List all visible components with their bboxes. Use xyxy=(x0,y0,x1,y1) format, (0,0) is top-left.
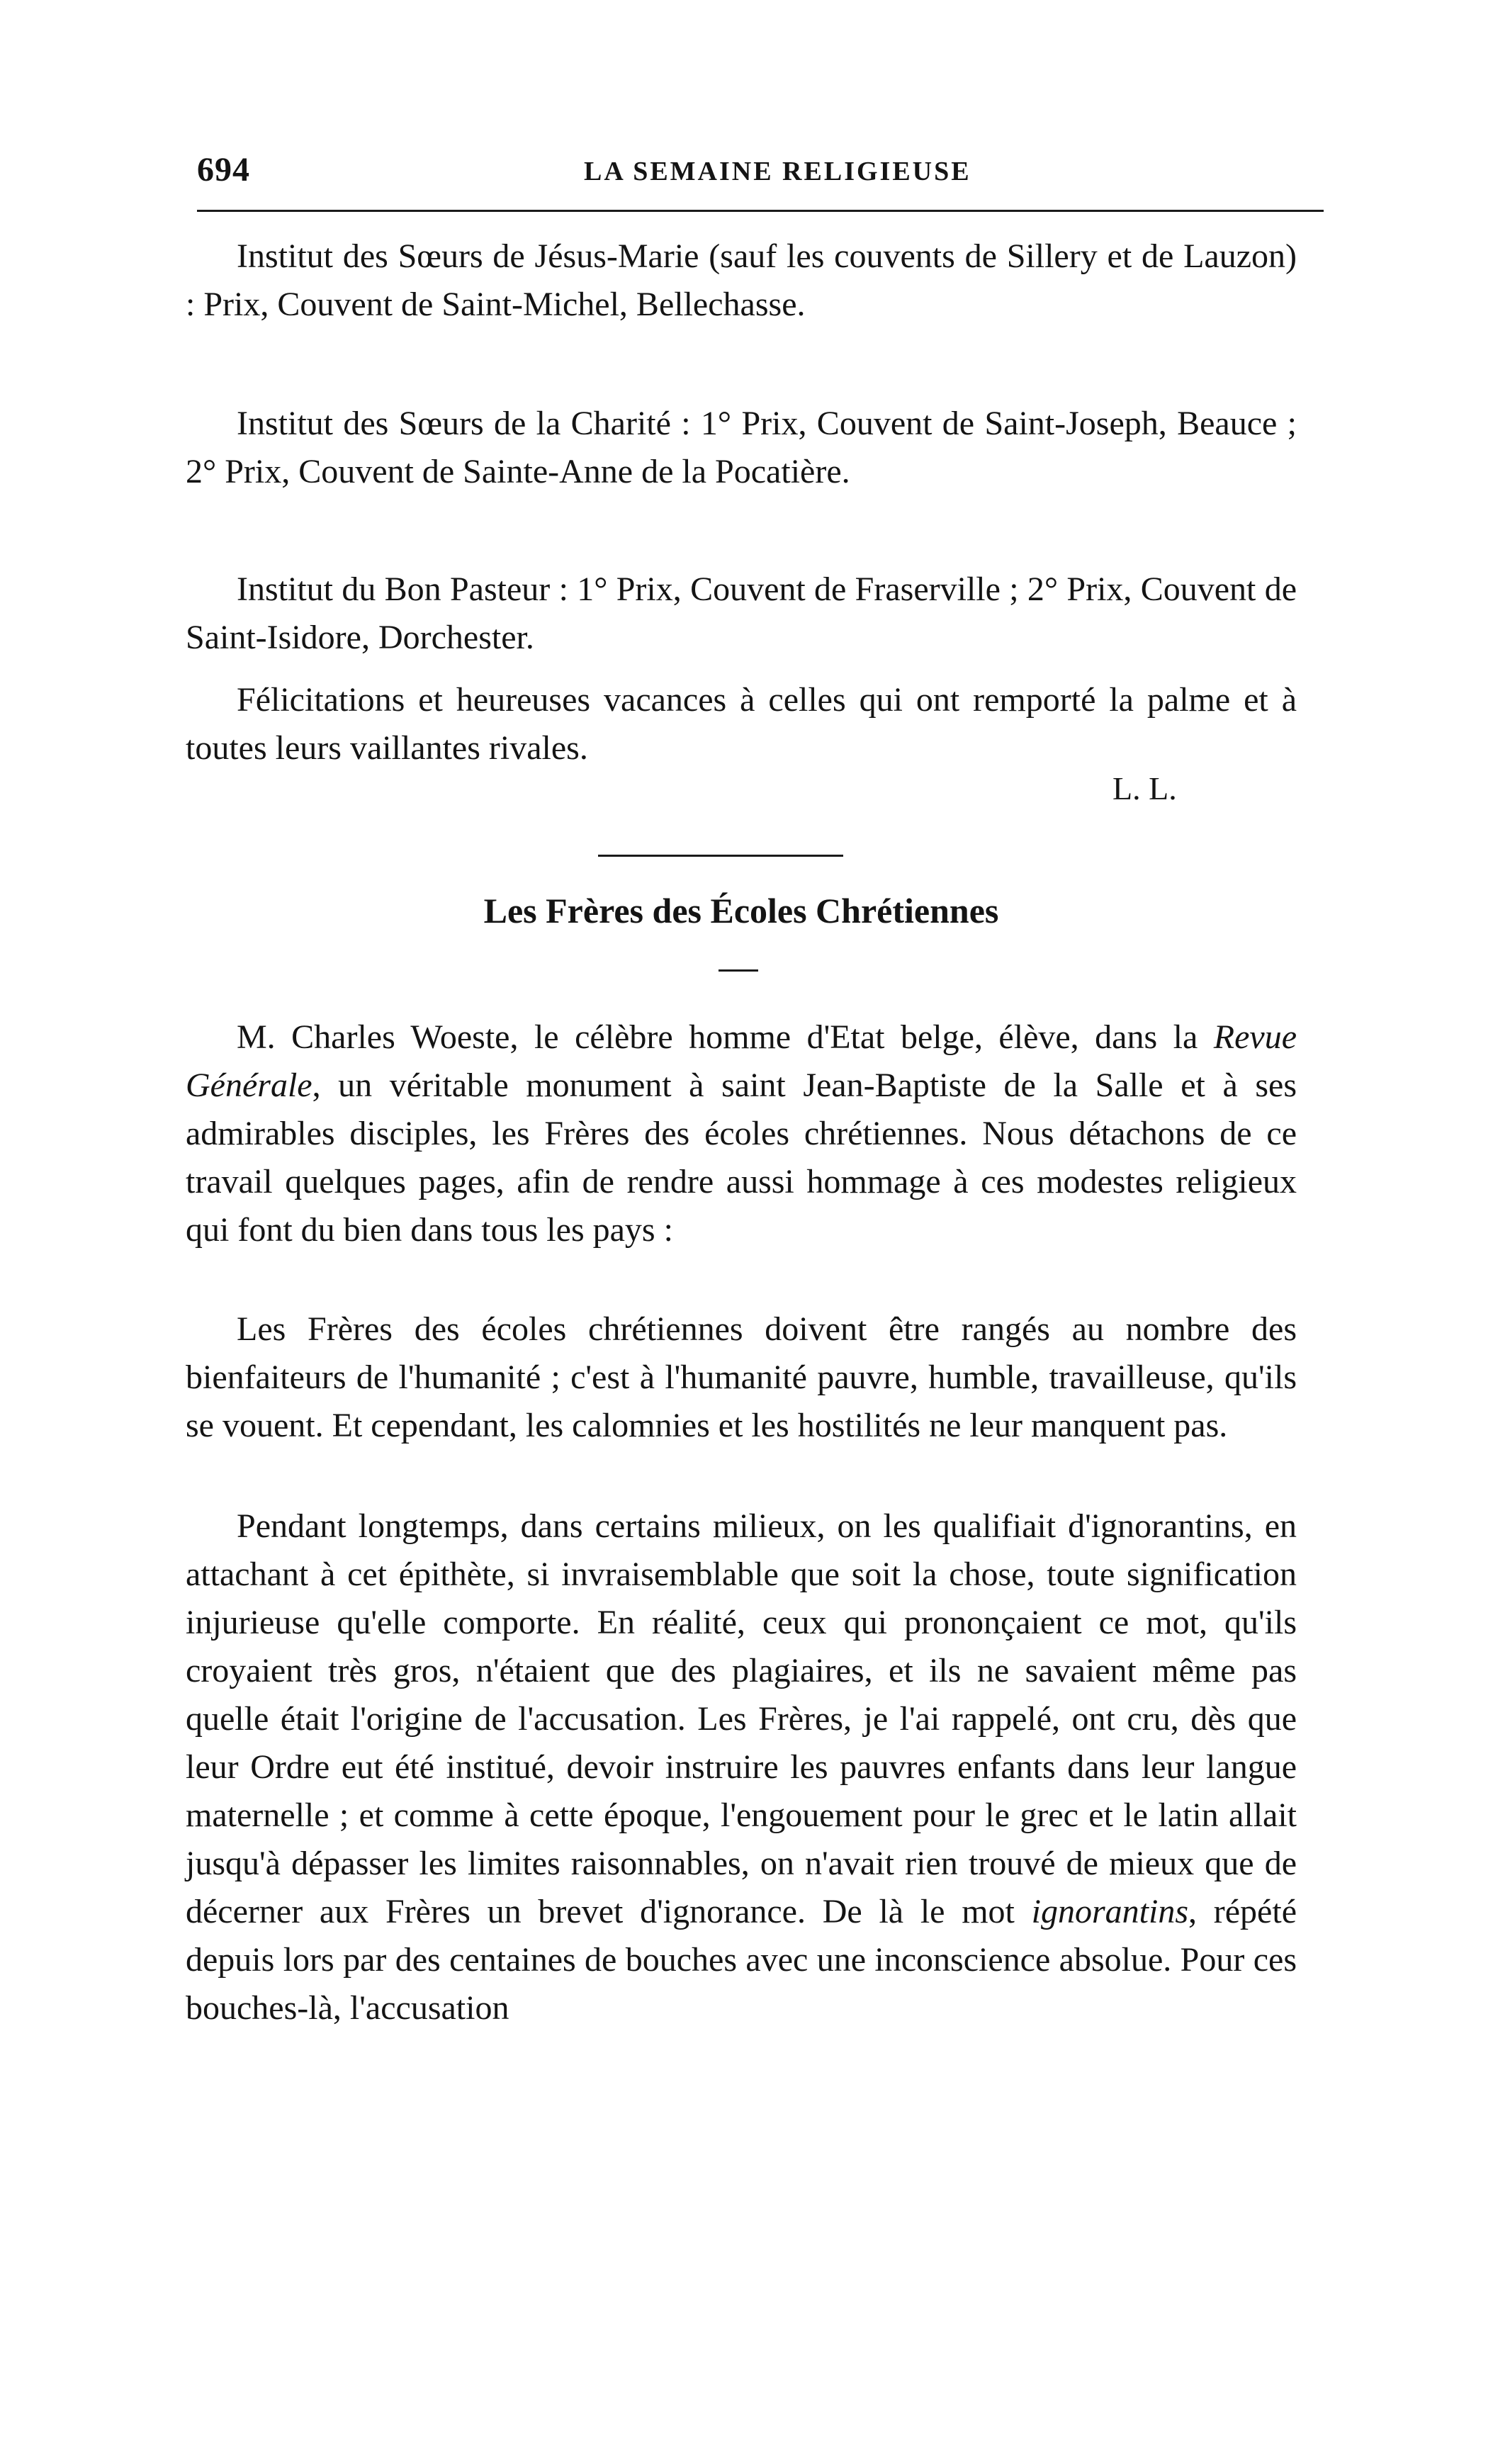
intro-text-end: , un véritable monument à saint Jean-Baptiste de la Salle et à ses admirables disciples, les Frères des écoles chrétiennes. Nous détachons de ce travail quelques pages, afin de rendre aussi hommage à ces modestes religieux qui font du bien dans tous les pays : xyxy=(186,1067,1297,1249)
ignorantins-text-end: , répété depuis lors par des centaines de bouches avec une inconscience absolue. Pour ces bouches-là, l'accusation xyxy=(186,1893,1297,2027)
running-head xyxy=(197,150,1322,193)
signature: L. L. xyxy=(1112,770,1177,806)
title-dash xyxy=(719,969,758,972)
intro-text-start: M. Charles Woeste, le célèbre homme d'Etat belge, élève, dans la xyxy=(237,1018,1214,1056)
journal-name: Revue Générale xyxy=(186,1018,1297,1104)
prize-paragraph-charite: Institut des Sœurs de la Charité : 1° Prix, Couvent de Saint-Joseph, Beauce ; 2° Prix, Couvent de Sainte-Anne de la Pocatière. xyxy=(186,405,1297,490)
ignorantins-text-start: Pendant longtemps, dans certains milieux, on les qualifiait d'ignorantins, en attachant à cet épithète, si invraisemblable que soit la chose, toute signification injurieuse qu'elle comporte. En réalité, ceux qui prononçaient ce mot, qu'ils croyaient très gros, n'étaient que des plagiaires, et ils ne savaient même pas quelle était l'origine de l'accusation. Les Frères, je l'ai rappelé, ont cru, dès que leur Ordre eut été institué, devoir instruire les pauvres enfants dans leur langue maternelle ; et comme à cette époque, l'engouement pour le grec et le latin allait jusqu'à dépasser les limites raisonnables, on n'avait rien trouvé de mieux que de décerner aux Frères un brevet d'ignorance. De là le mot xyxy=(186,1507,1297,1930)
article-intro-paragraph xyxy=(186,1013,1297,1254)
article-paragraph-benefactors: Les Frères des écoles chrétiennes doivent être rangés au nombre des bienfaiteurs de l'humanité ; c'est à l'humanité pauvre, humble, travailleuse, qu'ils se vouent. Et cependant, les calomnies et les hostilités ne leur manquent pas. xyxy=(186,1310,1297,1444)
running-title: LA SEMAINE RELIGIEUSE xyxy=(584,157,971,186)
article-title: Les Frères des Écoles Chrétiennes xyxy=(483,891,999,930)
header-rule xyxy=(197,210,1324,212)
prize-paragraph-jesus-marie: Institut des Sœurs de Jésus-Marie (sauf les couvents de Sillery et de Lauzon) : Prix, Couvent de Saint-Michel, Bellechasse. xyxy=(186,237,1297,323)
article-paragraph-ignorantins xyxy=(186,1502,1297,2032)
page-number: 694 xyxy=(197,151,250,189)
section-divider xyxy=(598,855,843,857)
prize-paragraph-bon-pasteur: Institut du Bon Pasteur : 1° Prix, Couvent de Fraserville ; 2° Prix, Couvent de Saint-Isidore, Dorchester. xyxy=(186,570,1297,656)
ignorantins-word: ignorantins xyxy=(1031,1893,1189,1930)
congratulations-paragraph: Félicitations et heureuses vacances à celles qui ont remporté la palme et à toutes leurs vaillantes rivales. xyxy=(186,681,1297,767)
